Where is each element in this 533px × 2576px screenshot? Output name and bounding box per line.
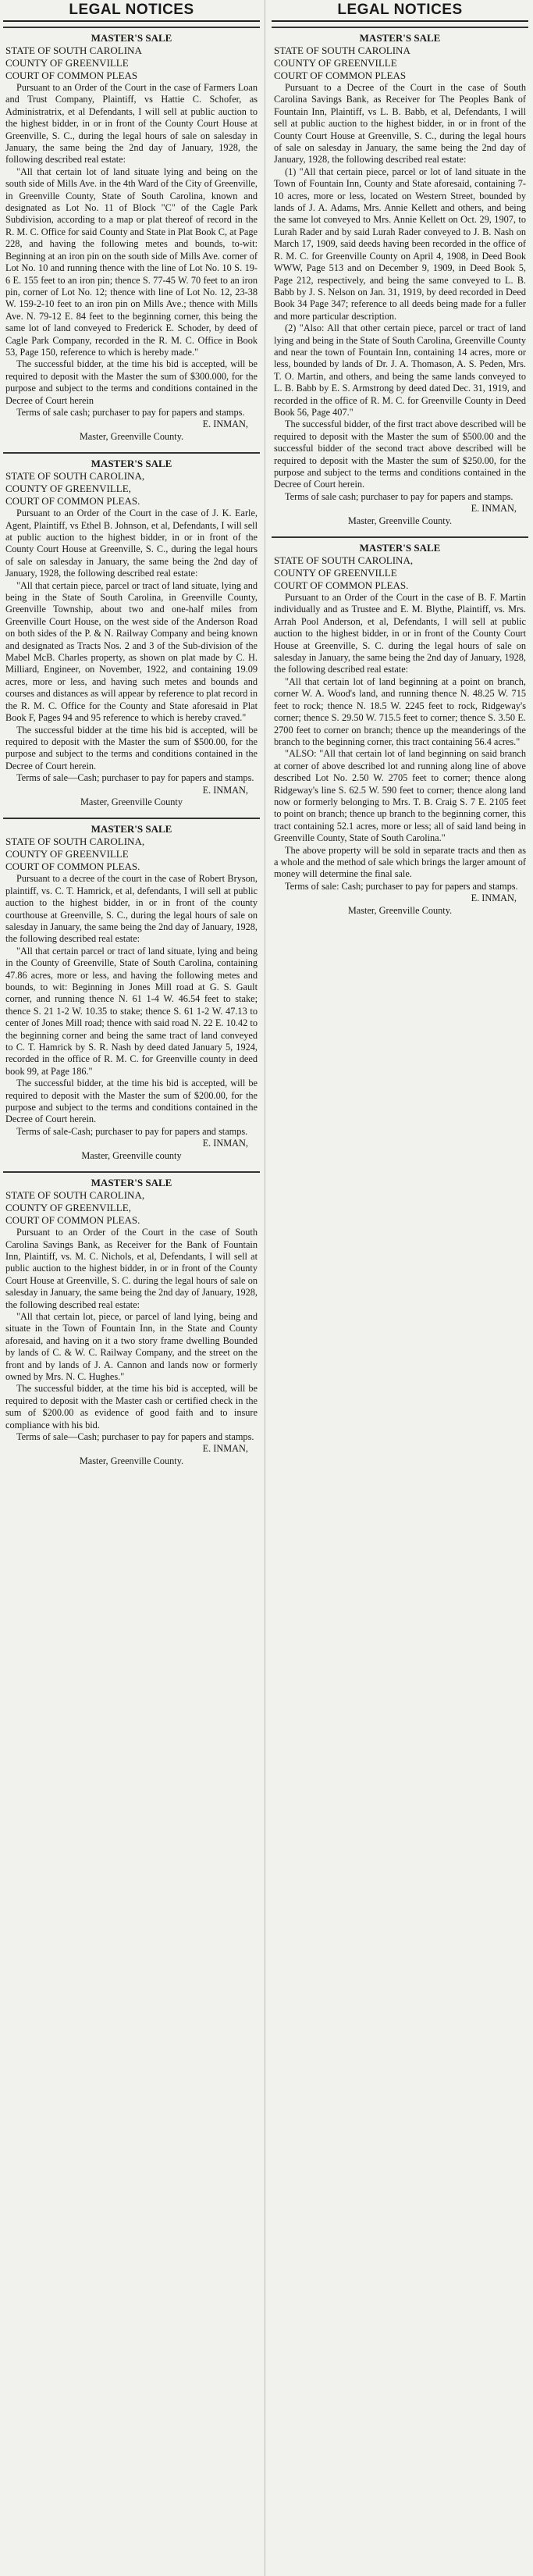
notice-paragraph: "All that certain lot of land beginning at a point on branch, corner W. A. Wood's land, and running thence N. 48.25 W. 715 feet to rock; thence N. 18.5 W. 2245 feet to rock, Ridgeway's corner; thence S. 29.50 W. 715.5 feet to corner; thence S. 3.50 E. 2700 feet to corner on branch; thence up the meanderings of the branch to the beginning corner, this tract containing 56.4 acres." [274, 675, 526, 747]
notice-title: MASTER'S SALE [359, 542, 441, 554]
notice-paragraph: Terms of sale: Cash; purchaser to pay for papers and stamps. [285, 880, 518, 892]
notice-heading-line: COURT OF COMMON PLEAS. [274, 579, 409, 592]
column-header-left: LEGAL NOTICES [3, 0, 260, 22]
signer-name: E. INMAN, [202, 1138, 248, 1149]
signer-role: Master, Greenville county [81, 1149, 182, 1161]
notice-heading-line: STATE OF SOUTH CAROLINA, [5, 470, 145, 483]
signer-role: Master, Greenville County [80, 796, 183, 807]
notice-heading-line: COUNTY OF GREENVILLE [5, 57, 129, 69]
notice-title: MASTER'S SALE [91, 823, 172, 836]
notice-paragraph: Pursuant to an Order of the Court in the case of J. K. Earle, Agent, Plaintiff, vs Ethel B. Johnson, et al, Defendants, I will sell at public auction to the highest bidder, in or in front of the County Court House at Greenville, S. C., during the legal hours of sale on salesday in January, the same being the 2nd day of January, 1928, the following described real estate: [5, 508, 258, 579]
legal-notice [3, 818, 260, 1167]
signer-name: E. INMAN, [202, 784, 248, 796]
notice-heading-line: COUNTY OF GREENVILLE, [5, 483, 131, 495]
notice-heading-line: STATE OF SOUTH CAROLINA [274, 45, 410, 56]
notice-paragraph: The successful bidder, at the time his bid is accepted, will be required to deposit with the Master the sum of $300.000, for the purpose and subject to the terms and conditions contained in the Decree of Court herein [5, 358, 258, 406]
notice-heading-line: COUNTY OF GREENVILLE, [5, 1202, 131, 1214]
notice-paragraph: The above property will be sold in separate tracts and then as a whole and the method of sale which brings the larger amount of money will determine the final sale. [274, 844, 526, 880]
notice-heading-line: STATE OF SOUTH CAROLINA, [5, 836, 145, 848]
notice-paragraph: Pursuant to an Order of the Court in the case of Farmers Loan and Trust Company, Plaintiff, vs Hattie C. Schofer, as Administratrix, et al Defendants, I will sell at public auction to the highest bidder, in or in front of the County Court House at Greenville, S. C., during the legal hours of sale on salesday in January, the same being the 2nd day of January, 1928, the following described real estate: [5, 82, 258, 166]
notice-heading-line: COUNTY OF GREENVILLE [274, 567, 397, 579]
notice-paragraph: (1) "All that certain piece, parcel or lot of land situate in the Town of Fountain Inn, County and State aforesaid, containing 7-10 acres, more or less, located on Western Street, bounded by lands of J. A. Adams, Mrs. Annie Kellett and others, and being the same lot conveyed to Mrs. Annie Kellett on Oct. 29, 1907, to Lurah Rader and by said Lurah Rader conveyed to J. B. Nash on March 17, 1909, said deeds having been recorded in the office of R. M. C. for Greenville County on April 4, 1908, in Deed Book WWW, Page 513 and on December 9, 1909, in Deed Book 5, Page 212, respectively, and being the same conveyed to L. B. Babb by J. S. Nelson on Jan. 31, 1919, by deed recorded in Deed Book 34 Page 347; reference to all deeds being made for a fuller and more particular description. [274, 166, 526, 322]
signer-name: E. INMAN, [202, 419, 248, 430]
legal-notice [3, 27, 260, 447]
notice-paragraph: "ALSO: "All that certain lot of land beginning on said branch at corner of above described lot and running along line of above described Lot No. 2.50 W. 2705 feet to corner; thence along Ridgeway's line S. 62.5 W. 590 feet to corner; thence along land now or formerly belonging to Mrs. T. B. Craig S. 7 E. 2105 feet to point on branch; thence up branch to the beginning corner, this tract containing 52.1 acres, more or less; all of said land being in Greenville County, State of South Carolina." [274, 748, 526, 844]
notice-paragraph: Terms of sale cash; purchaser to pay for papers and stamps. [16, 406, 245, 418]
notice-heading-line: COURT OF COMMON PLEAS. [5, 860, 140, 873]
signer-role: Master, Greenville County. [347, 515, 453, 526]
notice-heading-line: STATE OF SOUTH CAROLINA, [274, 554, 414, 567]
notice-title: MASTER'S SALE [359, 32, 441, 44]
notice-title: MASTER'S SALE [91, 458, 172, 470]
notice-paragraph: Terms of sale-Cash; purchaser to pay for papers and stamps. [16, 1125, 248, 1137]
notice-paragraph: The successful bidder, at the time his bid is accepted, will be required to deposit with the Master cash or certified check in the sum of $200.00 as evidence of good faith and to insure compliance with his bid. [5, 1383, 258, 1431]
legal-notice [272, 536, 528, 921]
notice-paragraph: Pursuant to an Order of the Court in the case of B. F. Martin individually and as Trustee and E. M. Blythe, Plaintiff, vs. Mrs. Arrah Pool Anderson, et al, Defendants, I will sell at public auction to the highest bidder, in or in front of the County Court House at Greenville, S. C. during the legal hours of sale on salesday in January, the same being the 2nd day of January, 1928, the following described real estate: [274, 592, 526, 675]
notice-heading-line: COUNTY OF GREENVILLE [5, 848, 129, 860]
right-column [272, 0, 528, 926]
legal-notice [3, 1171, 260, 1472]
notice-paragraph: The successful bidder, at the time his bid is accepted, will be required to deposit with the Master the sum of $200.00, for the purpose and subject to the terms and conditions contained in the Decree of Court herein. [5, 1078, 258, 1125]
notice-title: MASTER'S SALE [91, 32, 172, 44]
notice-heading-line: STATE OF SOUTH CAROLINA [5, 45, 142, 56]
signer-role: Master, Greenville County. [347, 904, 453, 916]
legal-notice [272, 27, 528, 532]
notice-paragraph: The successful bidder, of the first tract above described will be required to deposit with the Master the sum of $500.00 and the successful bidder of the second tract above described will be required to deposit with the Master the sum of $250.00, for the purpose and subject to the terms and conditions contained in the Decree of Court herein. [274, 419, 526, 490]
notice-heading-line: COURT OF COMMON PLEAS. [5, 495, 140, 508]
signer-role: Master, Greenville County. [79, 430, 184, 442]
notice-paragraph: (2) "Also: All that other certain piece, parcel or tract of land lying and being in the State of South Carolina, Greenville County and near the town of Fountain Inn, containing 14 acres, more or less, bounded by lands of Dr. J. A. Thomason, A. S. Peden, Mrs. T. O. Martin, and others, and being the same lands conveyed to L. B. Babb by E. S. Armstrong by deed dated Dec. 31, 1919, and recorded in the office of R. M. C. for Greenville County in Deed Book 56, Page 407." [274, 322, 526, 418]
notice-heading-line: COURT OF COMMON PLEAS [274, 69, 407, 81]
legal-notice [3, 452, 260, 813]
notice-heading-line: COUNTY OF GREENVILLE [274, 57, 397, 69]
signer-role: Master, Greenville County. [79, 1455, 184, 1466]
notice-paragraph: "All that certain lot, piece, or parcel of land lying, being and situate in the Town of Fountain Inn, in the State and County aforesaid, and having on it a two story frame dwelling Bounded by lands of C. & W. C. Railway Company, and the street on the front and by lands of J. A. Cannon and lands now or formerly owned by Mrs. N. C. Hughes." [5, 1310, 258, 1382]
notice-paragraph: "All that certain lot of land situate lying and being on the south side of Mills Ave. in the 4th Ward of the City of Greenville, in Greenville County, State of South Carolina, known and designated as Lot No. 11 of Block "C" of the Cagle Park Subdivision, according to a map or plat thereof of record in the R. M. C. Office for said County and State in Plat Book C, at Page 228, and having the following metes and bounds, to-wit: Beginning at an iron pin on the south side of Mills Ave. corner of Lot No. 10 and running thence with the line of Lot No. 10 S. 19-6 E. 155 feet to an iron pin; thence S. 77-45 W. 70 feet to an iron pin, corner of Lot No. 12; thence with line of Lot No. 12, 23-38 W. 159-2-10 feet to an iron pin on Mills Ave.; thence with Mills Ave. N. 79-12 E. 84 feet to the beginning corner, this being the same lot of land conveyed to Frederick E. Schoder, by deed of Cagle Park Company, recorded in the R. M. C. Office in Book 53, Page 150, reference to which is hereby made." [5, 166, 258, 358]
notice-paragraph: "All that certain piece, parcel or tract of land situate, lying and being in the State of South Carolina, in Greenville County, Greenville Township, about two and one-half miles from Greenville Court House, on the west side of the Anderson Road on both sides of the P. & N. Railway Company and being known and designated as Tracts Nos. 2 and 3 of the Sub-division of the Mabel McB. Charles property, as shown on plat made by C. H. Milliard, Engineer, on November, 1922, and containing 19.09 acres, more or less, and having such metes and bounds and courses and distances as will appear by reference to plat record in the R. M. C. Office for the County and State aforesaid in Plat Book F, Pages 94 and 95 reference to which is hereby craved." [5, 579, 258, 724]
signer-name: E. INMAN, [471, 503, 517, 515]
notice-paragraph: Terms of sale—Cash; purchaser to pay for papers and stamps. [16, 1431, 254, 1442]
notice-paragraph: Pursuant to an Order of the Court in the case of South Carolina Savings Bank, as Receiver for the Bank of Fountain Inn, Plaintiff, vs. M. C. Nichols, et al, Defendants, I will sell at public auction to the highest bidder, in or in front of the County Court House at Greenville, S. C. during the legal hours of sale on salesday in January, the same being the 2nd day of January, 1928, the following described real estate: [5, 1227, 258, 1310]
signer-name: E. INMAN, [471, 893, 517, 904]
notice-paragraph: Terms of sale cash; purchaser to pay for papers and stamps. [285, 490, 513, 502]
notice-paragraph: "All that certain parcel or tract of land situate, lying and being in the County of Greenville, State of South Carolina, containing 47.86 acres, more or less, and having the following metes and bounds, to wit: Beginning in Jones Mill road at G. S. Gault corner, and running thence N. 61 1-4 W. 46.54 feet to stake; thence S. 21 1-2 W. 10.35 to stake; thence S. 61 1-2 W. 47.13 to center of Jones Mill road; thence with said road N. 22 E. 10.42 to the beginning corner and being the same tract of land conveyed to C. T. Hamrick by S. R. Nash by deed dated January 5, 1924, recorded in the office of R. M. C. for Greenville county in deed book 99, at Page 186." [5, 945, 258, 1077]
notice-paragraph: Pursuant to a decree of the court in the case of Robert Bryson, plaintiff, vs. C. T. Hamrick, et al, defendants, I will sell at public auction to the highest bidder, in or in front of the county courthouse at Greenville, S. C., during the legal hours of sale on salesday in January, the same being the 2nd day of January, 1928, the following described real estate: [5, 873, 258, 945]
notice-heading-line: COURT OF COMMON PLEAS [5, 69, 138, 81]
notice-title: MASTER'S SALE [91, 1177, 172, 1189]
notice-paragraph: Terms of sale—Cash; purchaser to pay for papers and stamps. [16, 772, 254, 784]
signer-name: E. INMAN, [202, 1443, 248, 1455]
notice-paragraph: The successful bidder at the time his bid is accepted, will be required to deposit with the Master the sum of $500.00, for the purpose and subject to the terms and conditions contained in the Decree of Court herein. [5, 724, 258, 771]
notice-heading-line: COURT OF COMMON PLEAS. [5, 1214, 140, 1227]
notice-paragraph: Pursuant to a Decree of the Court in the case of South Carolina Savings Bank, as Receiver for The Peoples Bank of Fountain Inn, Plaintiff, vs L. B. Babb, et al, Defendants, I will sell at public auction to the highest bidder, in or in front of the County Court House at Greenville, S. C., during the legal hours of sale on salesday in January, the same being the 2nd day of January, 1928, the following described real estate: [274, 82, 526, 166]
column-header-right: LEGAL NOTICES [272, 0, 528, 22]
notice-heading-line: STATE OF SOUTH CAROLINA, [5, 1189, 145, 1202]
left-column [3, 0, 260, 1477]
